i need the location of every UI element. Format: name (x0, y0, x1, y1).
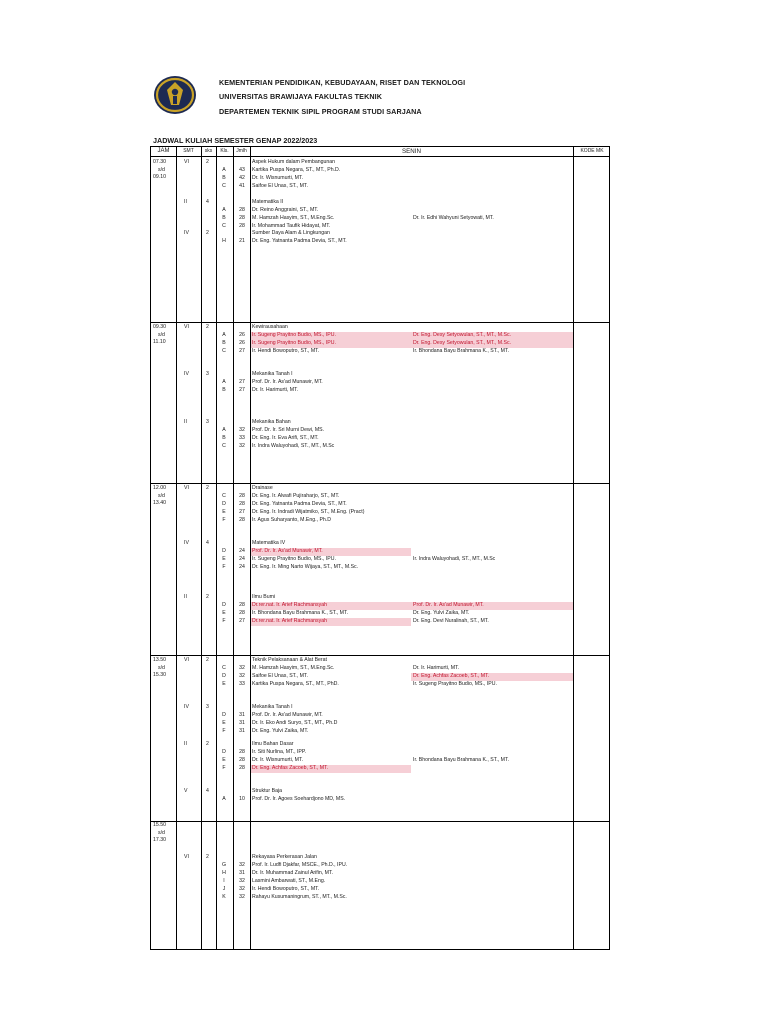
lecturer-name: Dr. Ir. Wisnumurti, MT. (252, 175, 304, 181)
header-university: UNIVERSITAS BRAWIJAYA FAKULTAS TEKNIK (219, 92, 383, 101)
student-count-cell: 31 (239, 870, 245, 876)
student-count-cell: 33 (239, 681, 245, 687)
class-cell: E (222, 555, 226, 562)
time-slot-text: 09.10 (153, 174, 166, 180)
semester-cell: V (184, 788, 188, 795)
student-count-cell: 27 (239, 379, 245, 386)
semester-cell: VI (184, 485, 189, 491)
time-slot-text: s/d (158, 166, 165, 173)
class-cell: B (222, 214, 226, 221)
lecturer-name: Prof. Ir. Ludfi Djakfar, MSCE., Ph.D., IPU. (252, 862, 348, 868)
col-header-kode: KODE MK (580, 148, 604, 154)
lecturer-name: Dr.rer.nat. Ir. Arief Rachmansyah (252, 618, 327, 625)
lecturer-name: Dr. Eng. Yatnanta Padma Devia, ST., MT. (252, 238, 347, 245)
sks-cell: 4 (206, 788, 209, 795)
header-department: DEPARTEMEN TEKNIK SIPIL PROGRAM STUDI SARJANA (219, 107, 422, 116)
time-block-rule (151, 821, 609, 822)
time-slot-text: 09.30 (153, 324, 166, 330)
lecturer-name: Rahayu Kusumaningrum, ST., MT., M.Sc. (252, 894, 347, 900)
time-slot-text: s/d (158, 492, 165, 499)
student-count-cell: 32 (239, 442, 245, 449)
semester-cell: IV (184, 539, 189, 546)
lecturer-name-2: Dr. Eng. Yulvi Zaika, MT. (413, 610, 470, 617)
course-name: Ilmu Bumi (252, 594, 276, 601)
class-cell: D (222, 501, 226, 507)
time-block-rule (151, 322, 609, 323)
class-cell: D (222, 749, 226, 755)
lecturer-name: Kartika Puspa Negara, ST., MT., PhD. (252, 681, 339, 687)
lecturer-name-2: Ir. Indra Waluyohadi, ST., MT., M.Sc (413, 555, 496, 562)
lecturer-name: Ir. Indra Waluyohadi, ST., MT., M.Sc (252, 442, 335, 449)
schedule-table (150, 146, 610, 950)
course-name: Matematika II (252, 198, 284, 205)
lecturer-name: Ir. Siti Nurlina, MT., IPP. (252, 749, 307, 755)
class-cell: A (222, 167, 226, 173)
sks-cell: 2 (206, 657, 209, 663)
class-cell: A (222, 332, 226, 338)
student-count-cell: 32 (239, 665, 245, 671)
class-cell: A (222, 796, 226, 803)
class-cell: E (222, 757, 226, 763)
class-cell: K (222, 894, 226, 900)
class-cell: H (222, 870, 226, 876)
university-logo (152, 74, 198, 116)
student-count-cell: 27 (239, 618, 245, 625)
student-count-cell: 28 (239, 501, 245, 507)
student-count-cell: 28 (239, 517, 245, 523)
student-count-cell: 41 (239, 183, 245, 189)
time-block-rule (151, 655, 609, 656)
class-cell: J (222, 886, 226, 892)
student-count-cell: 28 (239, 749, 245, 755)
class-cell: D (222, 547, 226, 554)
sks-cell: 4 (206, 198, 209, 205)
time-slot-text: s/d (158, 664, 165, 671)
lecturer-name: Prof. Dr. Ir. Sri Murni Dewi, MS. (252, 426, 325, 433)
column-divider (201, 147, 202, 949)
lecturer-name: M. Hamzah Hasyim, ST., M.Eng.Sc. (252, 214, 335, 221)
time-slot-text: 15.30 (153, 672, 166, 678)
class-cell: H (222, 238, 226, 245)
schedule-title: JADWAL KULIAH SEMESTER GENAP 2022/2023 (153, 136, 318, 145)
semester-cell: II (184, 594, 187, 601)
class-cell: I (223, 878, 225, 884)
lecturer-name: Prof. Dr. Ir. As'ad Munawir, MT. (252, 379, 323, 386)
student-count-cell: 31 (239, 712, 245, 719)
class-cell: B (222, 340, 226, 346)
class-cell: F (222, 563, 226, 570)
class-cell: E (222, 509, 226, 515)
lecturer-name: M. Hamzah Hasyim, ST., M.Eng.Sc. (252, 665, 335, 671)
student-count-cell: 28 (239, 206, 245, 213)
sks-cell: 2 (206, 324, 209, 330)
lecturer-name: Dr. Ir. Muhammad Zainul Arifin, MT. (252, 870, 334, 876)
sks-cell: 3 (206, 704, 209, 711)
lecturer-name: Prof. Dr. Ir. As'ad Munawir, MT. (252, 547, 323, 554)
semester-cell: VI (184, 159, 189, 165)
lecturer-name: Dr. Ir. Harimurti, MT. (252, 387, 299, 394)
semester-cell: II (184, 741, 187, 747)
lecturer-name-2: Ir. Sugeng Prayitno Budio, MS., IPU. (413, 681, 497, 687)
lecturer-name: Dr. Reino Anggraini, ST., MT. (252, 206, 319, 213)
student-count-cell: 32 (239, 673, 245, 679)
class-cell: B (222, 387, 226, 394)
lecturer-name: Dr. Ir. Wisnumurti, MT. (252, 757, 304, 763)
col-header-day: SENIN (402, 148, 421, 155)
lecturer-name: Dr. Eng. Yatnanta Padma Devia, ST., MT. (252, 501, 347, 507)
lecturer-name: Ir. Sugeng Prayitno Budio, MS., IPU. (252, 332, 336, 338)
course-name: Ilmu Bahan Dasar (252, 741, 294, 747)
lecturer-name: Dr. Eng. Achfas Zacoeb, ST., MT. (252, 765, 329, 771)
student-count-cell: 32 (239, 886, 245, 892)
lecturer-name: Dr. Eng. Ir. Ming Narto Wijaya, ST., MT., M.Sc. (252, 563, 359, 570)
sks-cell: 3 (206, 418, 209, 425)
student-count-cell: 33 (239, 434, 245, 441)
student-count-cell: 32 (239, 426, 245, 433)
student-count-cell: 24 (239, 563, 245, 570)
class-cell: F (222, 765, 226, 771)
semester-cell: IV (184, 704, 189, 711)
time-slot-text: s/d (158, 829, 165, 836)
student-count-cell: 28 (239, 757, 245, 763)
time-slot-text: 11.10 (153, 339, 166, 345)
lecturer-name: Ir. Hendi Bowoputro, ST., MT. (252, 886, 320, 892)
header-ministry: KEMENTERIAN PENDIDIKAN, KEBUDAYAAN, RISET DAN TEKNOLOGI (219, 78, 466, 87)
lecturer-name-2: Ir. Bhondana Bayu Brahmana K., ST., MT. (413, 757, 510, 763)
semester-cell: II (184, 198, 187, 205)
col-header-sks: sks (204, 148, 213, 154)
semester-cell: IV (184, 230, 189, 237)
student-count-cell: 27 (239, 387, 245, 394)
lecturer-name-2: Dr. Eng. Devi Nuralinah, ST., MT. (413, 618, 489, 625)
semester-cell: VI (184, 324, 189, 330)
class-cell: D (222, 673, 226, 679)
student-count-cell: 27 (239, 509, 245, 515)
lecturer-name: Ir. Bhondana Bayu Brahmana K., ST., MT. (252, 610, 349, 617)
column-divider (573, 147, 574, 949)
col-header-jam: JAM (157, 148, 170, 154)
student-count-cell: 32 (239, 878, 245, 884)
student-count-cell: 43 (239, 167, 245, 173)
lecturer-name: Ir. Sugeng Prayitno Budio, MS., IPU. (252, 555, 336, 562)
student-count-cell: 28 (239, 214, 245, 221)
student-count-cell: 26 (239, 340, 245, 346)
class-cell: E (222, 681, 226, 687)
class-cell: F (222, 517, 226, 523)
lecturer-name: Ir. Agus Suharyanto, M.Eng., Ph.D (252, 517, 332, 523)
student-count-cell: 24 (239, 555, 245, 562)
lecturer-name: Dr. Eng. Yulvi Zaika, MT. (252, 728, 309, 735)
time-slot-text: 15.50 (153, 822, 166, 828)
lecturer-name-2: Dr. Eng. Desy Setyowulan, ST., MT., M.Sc. (413, 340, 512, 346)
class-cell: E (222, 720, 226, 727)
header-rule (151, 156, 609, 157)
semester-cell: IV (184, 371, 189, 378)
class-cell: C (222, 665, 226, 671)
student-count-cell: 10 (239, 796, 245, 803)
student-count-cell: 21 (239, 238, 245, 245)
sks-cell: 2 (206, 594, 209, 601)
student-count-cell: 24 (239, 547, 245, 554)
sks-cell: 3 (206, 371, 209, 378)
lecturer-name: Ir. Hendi Bowoputro, ST., MT. (252, 348, 320, 354)
class-cell: F (222, 728, 226, 735)
course-name: Struktur Baja (252, 788, 282, 795)
lecturer-name: Ir. Sugeng Prayitno Budio, MS., IPU. (252, 340, 336, 346)
course-name: Kewirausahaan (252, 324, 288, 330)
student-count-cell: 32 (239, 862, 245, 868)
class-cell: G (221, 862, 227, 868)
class-cell: C (222, 183, 226, 189)
student-count-cell: 31 (239, 728, 245, 735)
lecturer-name: Dr.rer.nat. Ir. Arief Rachmansyah (252, 602, 327, 609)
lecturer-name: Saifoe El Unas, ST., MT. (252, 183, 308, 189)
lecturer-name: Dr. Eng. Ir. Indradi Wijatmiko, ST., M.Eng. (Pract) (252, 509, 365, 515)
course-name: Mekanika Tanah I (252, 371, 293, 378)
student-count-cell: 42 (239, 175, 245, 181)
semester-cell: VI (184, 854, 189, 860)
time-block-rule (151, 483, 609, 484)
lecturer-name-2: Ir. Bhondana Bayu Brahmana K., ST., MT. (413, 348, 510, 354)
class-cell: C (222, 493, 226, 499)
class-cell: A (222, 426, 226, 433)
time-slot-text: 12.00 (153, 485, 166, 491)
course-name: Matematika IV (252, 539, 286, 546)
semester-cell: VI (184, 657, 189, 663)
lecturer-name: Kartika Puspa Negara, ST., MT., Ph.D. (252, 167, 341, 173)
course-name: Aspek Hukum dalam Pembangunan (252, 159, 336, 165)
student-count-cell: 28 (239, 765, 245, 771)
class-cell: A (222, 379, 226, 386)
student-count-cell: 27 (239, 348, 245, 354)
lecturer-name-2: Prof. Dr. Ir. As'ad Munawir, MT. (413, 602, 484, 609)
column-divider (176, 147, 177, 949)
lecturer-name: Prof. Dr. Ir. Agoes Soehardjono MD, MS. (252, 796, 346, 803)
semester-cell: II (184, 418, 187, 425)
lecturer-name: Ir. Mohammad Taufik Hidayat, MT. (252, 222, 331, 229)
course-name: Mekanika Bahan (252, 418, 291, 425)
student-count-cell: 28 (239, 602, 245, 609)
time-slot-text: 17.30 (153, 837, 166, 843)
column-divider (233, 147, 234, 949)
student-count-cell: 32 (239, 894, 245, 900)
lecturer-name: Dr. Eng. Ir. Alwafi Pujiraharjo, ST., MT. (252, 493, 340, 499)
student-count-cell: 28 (239, 493, 245, 499)
lecturer-name: Prof. Dr. Ir. As'ad Munawir, MT. (252, 712, 323, 719)
lecturer-name: Dr. Ir. Eko Andi Suryo, ST., MT., Ph.D (252, 720, 338, 727)
sks-cell: 2 (206, 159, 209, 165)
lecturer-name-2: Dr. Ir. Harimurti, MT. (413, 665, 460, 671)
student-count-cell: 26 (239, 332, 245, 338)
student-count-cell: 28 (239, 222, 245, 229)
student-count-cell: 28 (239, 610, 245, 617)
sks-cell: 2 (206, 230, 209, 237)
col-header-jml: Jmlh (236, 148, 247, 154)
col-header-smt: SMT (183, 148, 194, 154)
course-name: Drainase (252, 485, 273, 491)
col-header-kls: Kls. (220, 148, 229, 154)
course-name: Teknik Pelaksanaan & Alat Berat (252, 657, 327, 663)
class-cell: E (222, 610, 226, 617)
lecturer-name: Dr. Eng. Ir. Eva Arifi, ST., MT. (252, 434, 319, 441)
lecturer-name-2: Dr. Eng. Desy Setyowulan, ST., MT., M.Sc. (413, 332, 512, 338)
class-cell: C (222, 222, 226, 229)
lecturer-name-2: Dr. Eng. Achfas Zacoeb, ST., MT. (413, 673, 490, 679)
lecturer-name: Lasmini Ambarwati, ST., M.Eng. (252, 878, 326, 884)
sks-cell: 4 (206, 539, 209, 546)
course-name: Mekanika Tanah I (252, 704, 293, 711)
course-name: Rekayasa Perkerasan Jalan (252, 854, 317, 860)
time-slot-text: s/d (158, 331, 165, 338)
sks-cell: 2 (206, 854, 209, 860)
class-cell: D (222, 712, 226, 719)
student-count-cell: 31 (239, 720, 245, 727)
lecturer-name: Saifoe El Unas, ST., MT. (252, 673, 308, 679)
sks-cell: 2 (206, 741, 209, 747)
class-cell: B (222, 175, 226, 181)
class-cell: C (222, 442, 226, 449)
lecturer-name-2: Dr. Ir. Edhi Wahyuni Setyowati, MT. (413, 214, 494, 221)
class-cell: C (222, 348, 226, 354)
course-name: Sumber Daya Alam & Lingkungan (252, 230, 330, 237)
class-cell: D (222, 602, 226, 609)
time-slot-text: 13.40 (153, 500, 166, 506)
sks-cell: 2 (206, 485, 209, 491)
class-cell: A (222, 206, 226, 213)
class-cell: F (222, 618, 226, 625)
time-slot-text: 13.50 (153, 657, 166, 663)
class-cell: B (222, 434, 226, 441)
time-slot-text: 07.30 (153, 159, 166, 165)
